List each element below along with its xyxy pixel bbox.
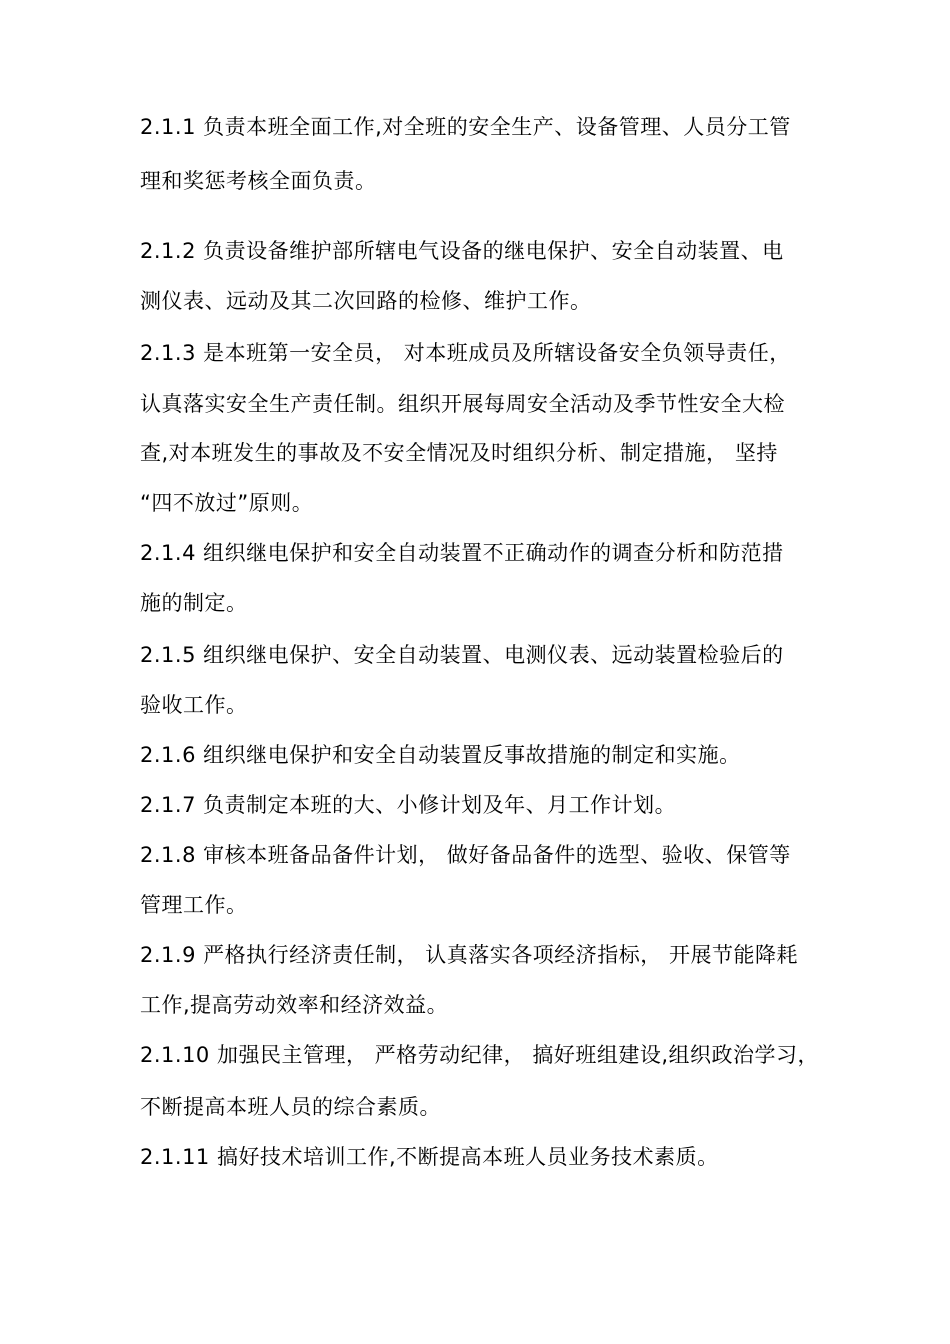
text-line: “四不放过”原则。: [140, 491, 314, 515]
text-line: 2.1.1 负责本班全面工作,对全班的安全生产、设备管理、人员分工管: [140, 115, 791, 139]
text-line: 不断提高本班人员的综合素质。: [140, 1095, 441, 1119]
text-line: 2.1.7 负责制定本班的大、小修计划及年、月工作计划。: [140, 793, 677, 817]
text-line: 2.1.2 负责设备维护部所辖电气设备的继电保护、安全自动装置、电: [140, 239, 784, 263]
text-line: 2.1.5 组织继电保护、安全自动装置、电测仪表、远动装置检验后的: [140, 643, 784, 667]
text-line: 验收工作。: [140, 693, 248, 717]
text-line: 施的制定。: [140, 591, 248, 615]
text-line: 2.1.3 是本班第一安全员， 对本班成员及所辖设备安全负领导责任，: [140, 341, 791, 365]
text-line: 2.1.11 搞好技术培训工作,不断提高本班人员业务技术素质。: [140, 1145, 719, 1169]
text-line: 认真落实安全生产责任制。组织开展每周安全活动及季节性安全大检: [140, 392, 785, 416]
text-line: 理和奖惩考核全面负责。: [140, 169, 377, 193]
text-line: 2.1.6 组织继电保护和安全自动装置反事故措施的制定和实施。: [140, 743, 741, 767]
text-line: 2.1.4 组织继电保护和安全自动装置不正确动作的调查分析和防范措: [140, 541, 784, 565]
text-line: 查,对本班发生的事故及不安全情况及时组织分析、制定措施， 坚持: [140, 441, 778, 465]
text-line: 工作,提高劳动效率和经济效益。: [140, 993, 449, 1017]
text-line: 2.1.8 审核本班备品备件计划， 做好备品备件的选型、验收、保管等: [140, 843, 791, 867]
text-line: 管理工作。: [140, 893, 248, 917]
text-line: 测仪表、远动及其二次回路的检修、维护工作。: [140, 289, 592, 313]
text-line: 2.1.10 加强民主管理， 严格劳动纪律， 搞好班组建设,组织政治学习，: [140, 1043, 819, 1067]
text-line: 2.1.9 严格执行经济责任制， 认真落实各项经济指标， 开展节能降耗: [140, 943, 798, 967]
